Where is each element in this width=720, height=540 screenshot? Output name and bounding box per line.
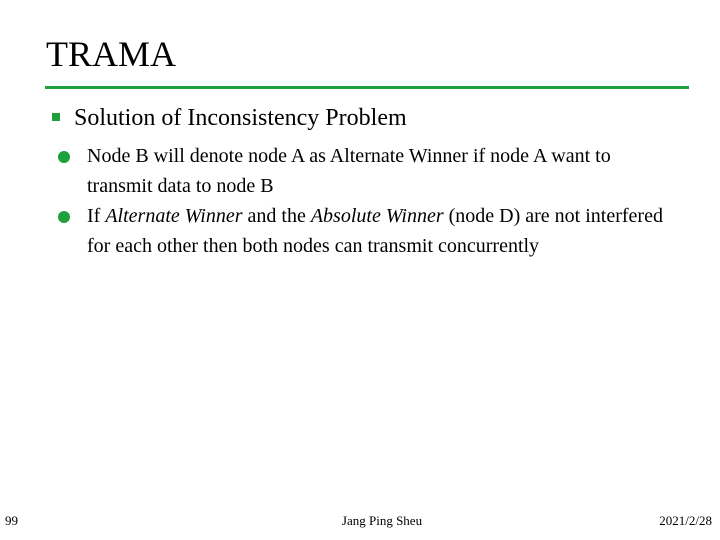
bullet-item-1 (58, 141, 668, 201)
circle-bullet-icon (58, 151, 70, 163)
slide-title: TRAMA (46, 34, 177, 74)
alternate-winner-term: Alternate Winner (105, 205, 243, 227)
square-bullet-icon (52, 113, 60, 121)
bullet-text: Node B will denote node A as Alternate Winner if node A want to transmit data to node B (87, 145, 611, 197)
section-heading: Solution of Inconsistency Problem (74, 105, 407, 131)
bullet-item-2 (58, 201, 668, 291)
absolute-winner-term: Absolute Winner (310, 205, 444, 227)
page-number: 99 (5, 513, 18, 528)
circle-bullet-icon (58, 211, 70, 223)
bullet-text: If Alternate Winner and the Absolute Winner (node D) are not interfered for each other then both nodes can transmit concurrently (87, 205, 663, 257)
footer-author: Jang Ping Sheu (341, 513, 423, 528)
title-underline (45, 86, 689, 89)
footer-date: 2021/2/28 (659, 513, 712, 528)
